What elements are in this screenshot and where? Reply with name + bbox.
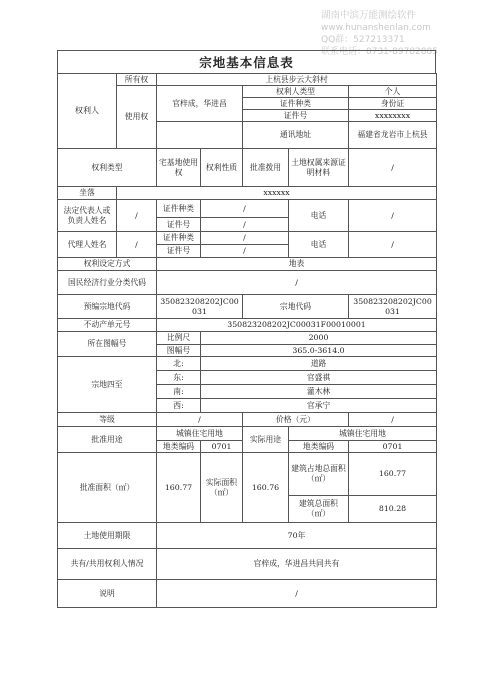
cert-type-value: 身份证: [349, 98, 437, 110]
watermark-phone: 联系电话：0731-89782885: [321, 47, 438, 57]
north-value: 道路: [201, 357, 437, 371]
agent-cert-type: /: [201, 232, 289, 245]
parcel-info-table: [57, 73, 437, 608]
actual-area-value: 160.76: [243, 453, 289, 523]
parcel-code-value: 350823208202JC00031: [349, 295, 437, 319]
west-label: 西:: [157, 399, 201, 413]
north-label: 北:: [157, 357, 201, 371]
east-value: 官盛祺: [201, 371, 437, 385]
agent-cert-type-label: 证件种类: [157, 232, 201, 245]
location-value: xxxxxx: [117, 187, 437, 200]
legal-rep-label: 法定代表人或负责人姓名: [58, 200, 117, 232]
legal-rep-cert-type-label: 证件种类: [157, 200, 201, 218]
agent-name: /: [117, 232, 157, 258]
south-label: 南:: [157, 385, 201, 399]
actual-area-label: 实际面积（㎡）: [201, 453, 243, 523]
cert-no-value: xxxxxxxx: [349, 110, 437, 122]
use-right-holder: 官梓成，华进昌: [157, 86, 243, 122]
parcel-code-label: 宗地代码: [243, 295, 349, 319]
agent-phone: /: [349, 232, 437, 258]
agent-label: 代理人姓名: [58, 232, 117, 258]
scale-label: 比例尺: [157, 332, 201, 345]
right-type-value: 宅基地使用权: [157, 149, 201, 187]
pre-code-label: 预编宗地代码: [58, 295, 157, 319]
source-docs-value: /: [349, 149, 437, 187]
west-value: 官承宁: [201, 399, 437, 413]
ownership-label: 所有权: [117, 74, 157, 86]
legal-rep-phone-label: 电话: [289, 200, 349, 232]
building-footprint-value: 160.77: [349, 453, 437, 496]
grade-value: /: [157, 413, 243, 427]
legal-rep-name: /: [117, 200, 157, 232]
actual-class-code-label: 地类编码: [289, 441, 349, 453]
obligee-type-label: 权利人类型: [243, 86, 349, 98]
map-sheet-label: 所在图幅号: [58, 332, 157, 357]
obligee-label: 权利人: [58, 74, 117, 149]
sheet-no-value: 365.0-3614.0: [201, 345, 437, 357]
shared-owners-label: 共有/共用权利人情况: [58, 549, 157, 580]
industry-label: 国民经济行业分类代码: [58, 271, 157, 295]
actual-purpose-value: 城镇住宅用地: [289, 427, 437, 441]
south-value: 灌木林: [201, 385, 437, 399]
sheet-no-label: 图幅号: [157, 345, 201, 357]
source-docs-label: 土地权属来源证明材料: [289, 149, 349, 187]
obligee-type-value: 个人: [349, 86, 437, 98]
ownership-value: 上杭县步云大斜村: [157, 74, 437, 86]
watermark-company: 湖南中滨万能测绘软件: [321, 10, 417, 21]
right-type-label: 权利类型: [58, 149, 157, 187]
approved-class-code: 0701: [201, 441, 243, 453]
setup-method-label: 权利设定方式: [58, 258, 157, 271]
price-value: /: [349, 413, 437, 427]
approved-purpose-value: 城镇住宅用地: [157, 427, 243, 441]
watermark-qq: QQ群：527213371: [321, 35, 405, 45]
grade-label: 等级: [58, 413, 157, 427]
remarks-label: 说明: [58, 580, 157, 608]
legal-rep-cert-no-label: 证件号: [157, 218, 201, 232]
form-title: 宗地基本信息表: [57, 50, 436, 73]
approved-area-label: 批准面积（㎡）: [58, 453, 157, 523]
watermark-website: www.hunanshenlan.com: [321, 23, 431, 33]
legal-rep-phone: /: [349, 200, 437, 232]
setup-method-value: 地表: [157, 258, 437, 271]
approved-purpose-label: 批准用途: [58, 427, 157, 453]
agent-cert-no-label: 证件号: [157, 245, 201, 258]
use-term-value: 70年: [157, 523, 437, 549]
approved-area-value: 160.77: [157, 453, 201, 523]
actual-class-code: 0701: [349, 441, 437, 453]
use-right-label: 使用权: [117, 86, 157, 149]
location-label: 坐落: [58, 187, 117, 200]
approved-class-code-label: 地类编码: [157, 441, 201, 453]
agent-phone-label: 电话: [289, 232, 349, 258]
address-label: 通讯地址: [243, 122, 349, 149]
remarks-value: /: [157, 580, 437, 608]
cert-no-label: 证件号: [243, 110, 349, 122]
right-nature-label: 权利性质: [201, 149, 243, 187]
east-label: 东:: [157, 371, 201, 385]
empty-cell: [157, 122, 243, 149]
pre-code-value: 350823208202JC00031: [157, 295, 243, 319]
address-value: 福建省龙岩市上杭县: [349, 122, 437, 149]
shared-owners-value: 官梓成，华进昌共同共有: [157, 549, 437, 580]
building-total-value: 810.28: [349, 496, 437, 523]
scale-value: 2000: [201, 332, 437, 345]
approved-use-label: 批准拨用: [243, 149, 289, 187]
boundaries-label: 宗地四至: [58, 357, 157, 413]
unit-no-label: 不动产单元号: [58, 319, 157, 332]
building-total-label: 建筑总面积（㎡）: [289, 496, 349, 523]
use-term-label: 土地使用期限: [58, 523, 157, 549]
legal-rep-cert-type: /: [201, 200, 289, 218]
agent-cert-no: /: [201, 245, 289, 258]
industry-value: /: [157, 271, 437, 295]
building-footprint-label: 建筑占地总面积（㎡）: [289, 453, 349, 496]
unit-no-value: 350823208202JC00031F00010001: [157, 319, 437, 332]
actual-purpose-label: 实际用途: [243, 427, 289, 453]
legal-rep-cert-no: /: [201, 218, 289, 232]
cert-type-label: 证件种类: [243, 98, 349, 110]
price-label: 价格（元）: [243, 413, 349, 427]
